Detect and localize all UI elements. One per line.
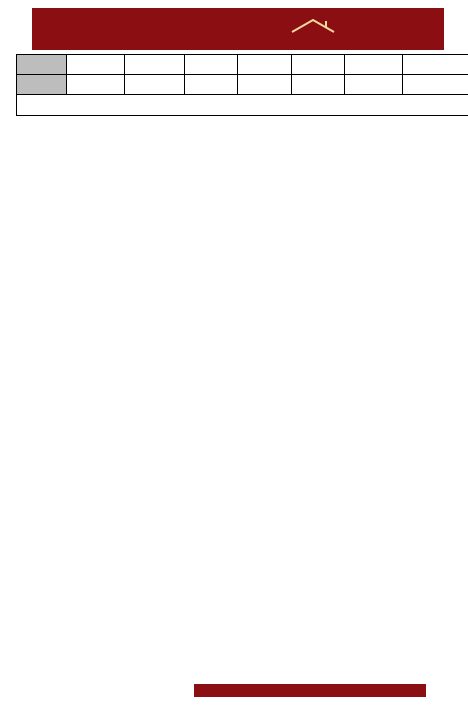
section-title-row <box>17 95 468 115</box>
notes-block <box>32 648 418 684</box>
header-banner <box>32 8 444 50</box>
summary-cell <box>345 55 403 75</box>
summary-cell <box>185 55 238 75</box>
summary-cell <box>345 75 403 95</box>
sales-table <box>16 54 468 116</box>
house-logo-icon <box>290 18 336 42</box>
summary-cell <box>292 55 345 75</box>
summary-row-building <box>17 55 468 75</box>
section-title <box>17 95 468 115</box>
summary-label <box>17 75 67 95</box>
summary-count <box>67 55 125 75</box>
summary-cell <box>403 75 468 95</box>
footer-banner <box>194 684 426 697</box>
summary-cell <box>125 75 185 95</box>
summary-cell <box>403 55 468 75</box>
summary-cell <box>125 55 185 75</box>
summary-label <box>17 55 67 75</box>
summary-row-office <box>17 75 468 95</box>
summary-cell <box>185 75 238 95</box>
summary-cell <box>238 55 292 75</box>
summary-count <box>67 75 125 95</box>
summary-cell <box>238 75 292 95</box>
summary-cell <box>292 75 345 95</box>
